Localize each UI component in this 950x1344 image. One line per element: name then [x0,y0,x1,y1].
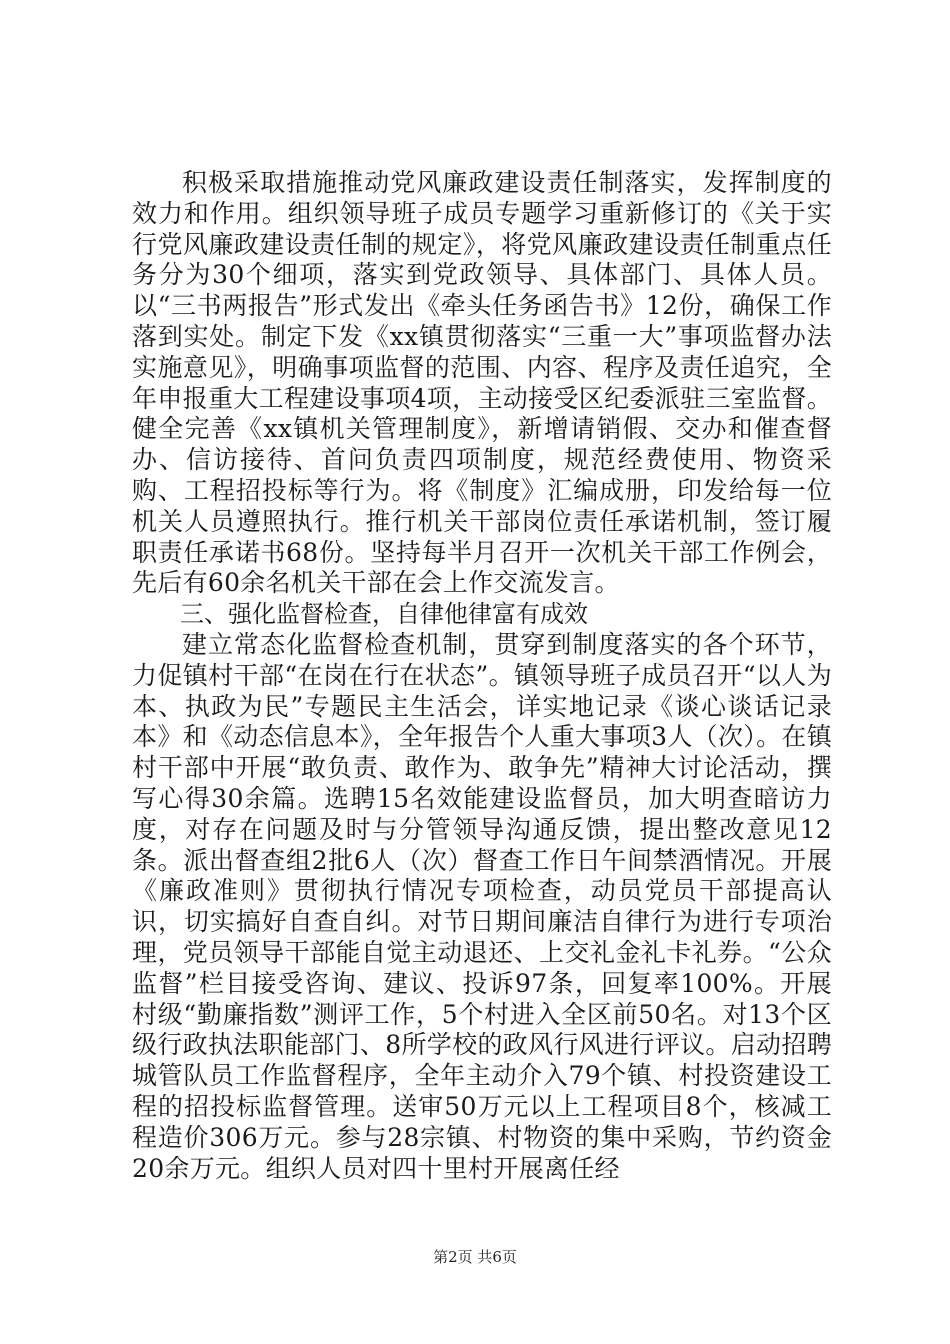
paragraph-responsibility-system: 积极采取措施推动党风廉政建设责任制落实，发挥制度的效力和作用。组织领导班子成员专题学习重新修订的《关于实行党风廉政建设责任制的规定》，将党风廉政建设责任制重点任务分为30个细项，落实到党政领导、具体部门、具体人员。以“三书两报告”形式发出《牵头任务函告书》12份，确保工作落到实处。制定下发《xx镇贯彻落实“三重一大”事项监督办法实施意见》，明确事项监督的范围、内容、程序及责任追究，全年申报重大工程建设事项4项，主动接受区纪委派驻三室监督。健全完善《xx镇机关管理制度》，新增请销假、交办和催查督办、信访接待、首问负责四项制度，规范经费使用、物资采购、工程招投标等行为。将《制度》汇编成册，印发给每一位机关人员遵照执行。推行机关干部岗位责任承诺机制，签订履职责任承诺书68份。坚持每半月召开一次机关干部工作例会，先后有60余名机关干部在会上作交流发言。 [132,168,832,598]
document-body [132,168,832,1184]
page-number-footer: 第2页 共6页 [433,1248,517,1266]
paragraph-supervision-inspection: 建立常态化监督检查机制，贯穿到制度落实的各个环节，力促镇村干部“在岗在行在状态”。镇领导班子成员召开“以人为本、执政为民”专题民主生活会，详实地记录《谈心谈话记录本》和《动态信息本》，全年报告个人重大事项3人（次）。在镇村干部中开展“敢负责、敢作为、敢争先”精神大讨论活动，撰写心得30余篇。选聘15名效能建设监督员，加大明查暗访力度，对存在问题及时与分管领导沟通反馈，提出整改意见12条。派出督查组2批6人（次）督查工作日午间禁酒情况。开展《廉政准则》贯彻执行情况专项检查，动员党员干部提高认识，切实搞好自查自纠。对节日期间廉洁自律行为进行专项治理，党员领导干部能自觉主动退还、上交礼金礼卡礼券。“公众监督”栏目接受咨询、建议、投诉97条，回复率100%。开展村级“勤廉指数”测评工作，5个村进入全区前50名。对13个区级行政执法职能部门、8所学校的政风行风进行评议。启动招聘城管队员工作监督程序，全年主动介入79个镇、村投资建设工程的招投标监督管理。送审50万元以上工程项目8个，核减工程造价306万元。参与28宗镇、村物资的集中采购，节约资金20余万元。组织人员对四十里村开展离任经 [132,629,832,1183]
section-heading-supervision: 三、强化监督检查，自律他律富有成效 [180,600,588,629]
